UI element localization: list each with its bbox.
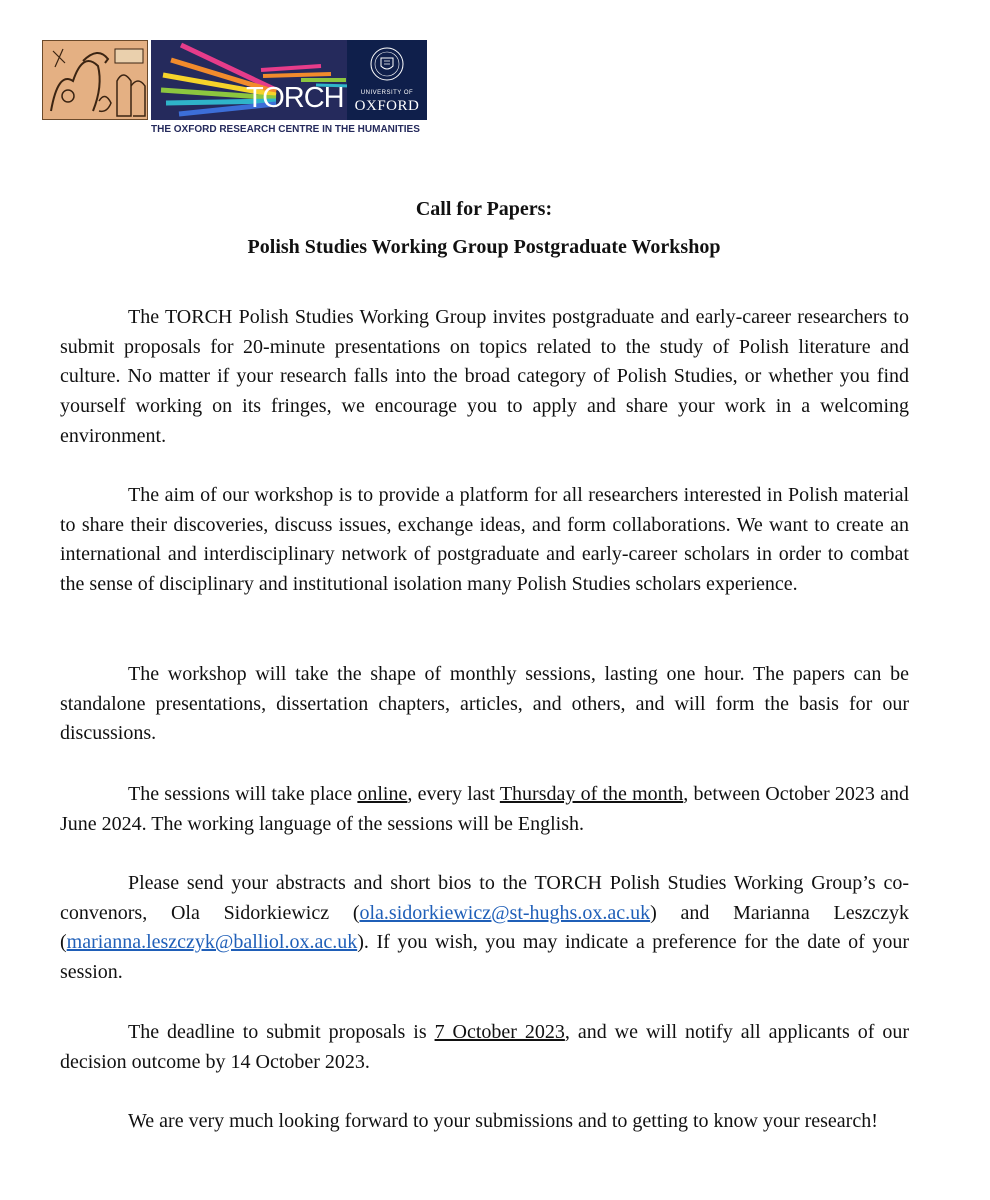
title-line-2: Polish Studies Working Group Postgraduate Workshop (247, 236, 721, 258)
paragraph-contact (60, 869, 909, 988)
torch-wordmark: TORCH (246, 82, 344, 114)
deadline-date: 7 October 2023 (434, 1021, 565, 1043)
paragraph-format: The workshop will take the shape of monthly sessions, lasting one hour. The papers can be standalone presentations, dissertation chapters, articles, and others, and will form the basis for our discussions. (60, 663, 909, 745)
paragraph-aim: The aim of our workshop is to provide a platform for all researchers interested in Polish material to share their discoveries, discuss issues, exchange ideas, and form collaborations. We want to create an international and interdisciplinary network of postgraduate and early-career scholars in order to combat the sense of disciplinary and institutional isolation many Polish Studies scholars experience. (60, 484, 909, 596)
paragraph-intro: The TORCH Polish Studies Working Group invites postgraduate and early-career researchers to submit proposals for 20-minute presentations on topics related to the study of Polish literature and culture. No matter if your research falls into the broad category of Polish Studies, or whether you find yourself working on its fringes, we encourage you to apply and share your work in a welcoming environment. (60, 306, 909, 447)
thursday-text: Thursday of the month (499, 783, 684, 805)
illustration-thumbnail (42, 40, 148, 120)
schedule-text-b: , every last (407, 783, 500, 805)
contact-text-b: ) and Marianna Leszczyk ( (60, 901, 909, 954)
title-line-1: Call for Papers: (415, 198, 553, 220)
oxford-name: OXFORD (354, 98, 420, 114)
contact-text-c: ). If you wish, you may indicate a preference for the date of your session. (60, 931, 909, 984)
schedule-text-a: The sessions will take place (128, 783, 358, 805)
oxford-logo (347, 40, 427, 120)
email-link-ola[interactable]: ola.sidorkiewicz@st-hughs.ox.ac.uk (359, 901, 651, 924)
paragraph-closing: We are very much looking forward to your submissions and to getting to know your research! (128, 1110, 878, 1132)
online-text: online (357, 783, 408, 805)
deadline-text-a: The deadline to submit proposals is (128, 1021, 435, 1043)
paragraph-schedule (60, 780, 909, 839)
logo-header (42, 40, 432, 140)
deadline-text-b: , and we will notify all applicants of our decision outcome by 14 October 2023. (60, 1021, 909, 1073)
contact-text-a: Please send your abstracts and short bios to the TORCH Polish Studies Working Group’s co-convenors, Ola Sidorkiewicz ( (60, 872, 909, 924)
schedule-text-c: , between October 2023 and June 2024. The working language of the sessions will be English. (60, 783, 910, 835)
paragraph-deadline (60, 1018, 909, 1077)
torch-caption: THE OXFORD RESEARCH CENTRE IN THE HUMANITIES (151, 124, 420, 135)
oxford-university-of: UNIVERSITY OF (360, 90, 414, 96)
email-link-marianna[interactable]: marianna.leszczyk@balliol.ox.ac.uk (66, 931, 358, 954)
